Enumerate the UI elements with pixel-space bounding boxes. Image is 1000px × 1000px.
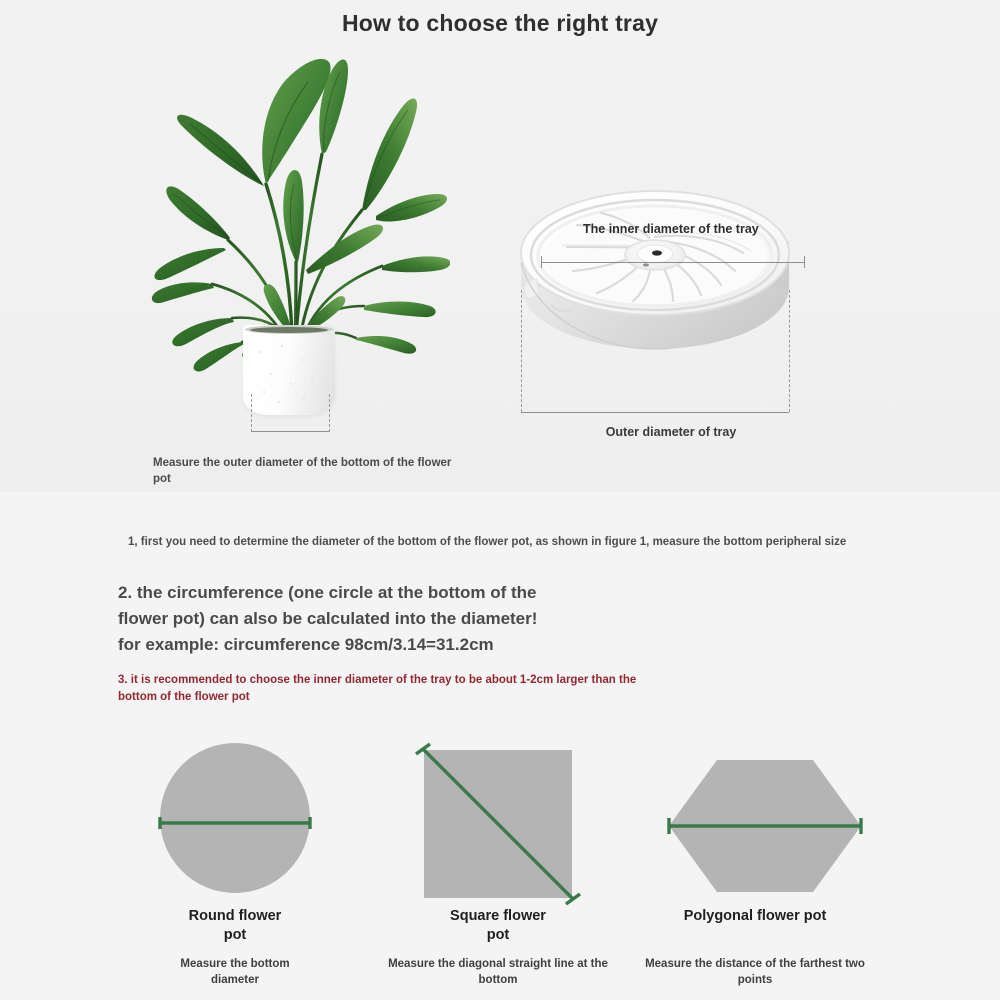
instruction-step-3: [118, 672, 636, 707]
pot-speckle: [263, 391, 265, 393]
white-round-plant-tray: [505, 175, 805, 375]
square-sub-line-2: bottom: [478, 974, 518, 987]
instruction-step-2: [118, 580, 537, 657]
tray-inner-diameter-label: [583, 221, 759, 238]
step-3-line-2: bottom of the flower pot: [118, 691, 250, 704]
round-sub-line-2: diameter: [211, 974, 259, 987]
circle-shape: [160, 743, 310, 893]
step-2-line-2: flower pot) can also be calculated into the diameter!: [118, 608, 538, 628]
tray-illustration: [505, 175, 805, 380]
polygonal-sub-line-2: points: [737, 974, 773, 987]
pot-speckle: [311, 377, 313, 379]
polygonal-title-line-1: Polygonal flower pot: [683, 908, 827, 924]
polygonal-subtitle: [595, 956, 915, 988]
pot-speckle: [303, 397, 305, 399]
round-title-line-1: Round flower: [188, 908, 282, 924]
instruction-step-1: 1, first you need to determine the diameter of the bottom of the flower pot, as shown in figure 1, measure the bottom peripheral size: [128, 536, 847, 548]
pot-speckle: [281, 345, 283, 347]
pot-speckle: [259, 351, 261, 353]
tray-inner-measure-line: [541, 262, 804, 263]
page-title: How to choose the right tray: [341, 10, 659, 36]
tray-inner-cap-right: [804, 256, 805, 268]
tray-outer-guide-right: [789, 290, 790, 412]
step-2-line-3: for example: circumference 98cm/3.14=31.2cm: [118, 634, 494, 654]
shapes-section: [0, 724, 1000, 1000]
square-sub-line-1: Measure the diagonal straight line at the: [388, 958, 608, 970]
polygonal-figure: [595, 738, 915, 898]
polygon-pot-diagram: [595, 738, 915, 898]
pot-measure-guide-left: [251, 394, 252, 432]
shape-card-polygonal: [595, 724, 915, 1000]
step-3-line-1: 3. it is recommended to choose the inner diameter of the tray to be about 1-2cm larger than the: [118, 674, 637, 686]
square-title-line-1: Square flower: [450, 908, 546, 924]
round-sub-line-1: Measure the bottom: [180, 958, 290, 970]
pot-speckle: [278, 401, 280, 403]
pot-soil: [250, 327, 328, 333]
tray-outer-diameter-text: Outer diameter of tray: [605, 425, 737, 439]
polygonal-title: [595, 907, 915, 926]
tray-outer-guide-left: [521, 290, 522, 412]
tray-inner-diameter-text: The inner diameter of the tray: [583, 222, 759, 236]
pot-speckle: [301, 359, 303, 361]
white-ceramic-flower-pot: [243, 325, 335, 420]
instructions-section: [0, 492, 1000, 724]
pot-measure-line: [251, 431, 329, 432]
pot-caption: Measure the outer diameter of the bottom of the flower pot: [153, 457, 452, 485]
step-2-line-1: 2. the circumference (one circle at the bottom of the: [118, 583, 537, 602]
tray-outer-diameter-label: [586, 424, 756, 441]
pot-speckle: [290, 383, 292, 385]
polygonal-sub-line-1: Measure the distance of the farthest two: [645, 958, 865, 970]
pot-speckle: [270, 373, 272, 375]
tray-outer-measure-line: [521, 412, 789, 413]
hero-section: [0, 0, 1000, 492]
square-title-line-2: pot: [486, 926, 510, 943]
pot-measure-guide-right: [329, 394, 330, 432]
tray-inner-cap-left: [541, 256, 542, 268]
pot-body: [243, 325, 335, 415]
round-title-line-2: pot: [223, 926, 247, 943]
